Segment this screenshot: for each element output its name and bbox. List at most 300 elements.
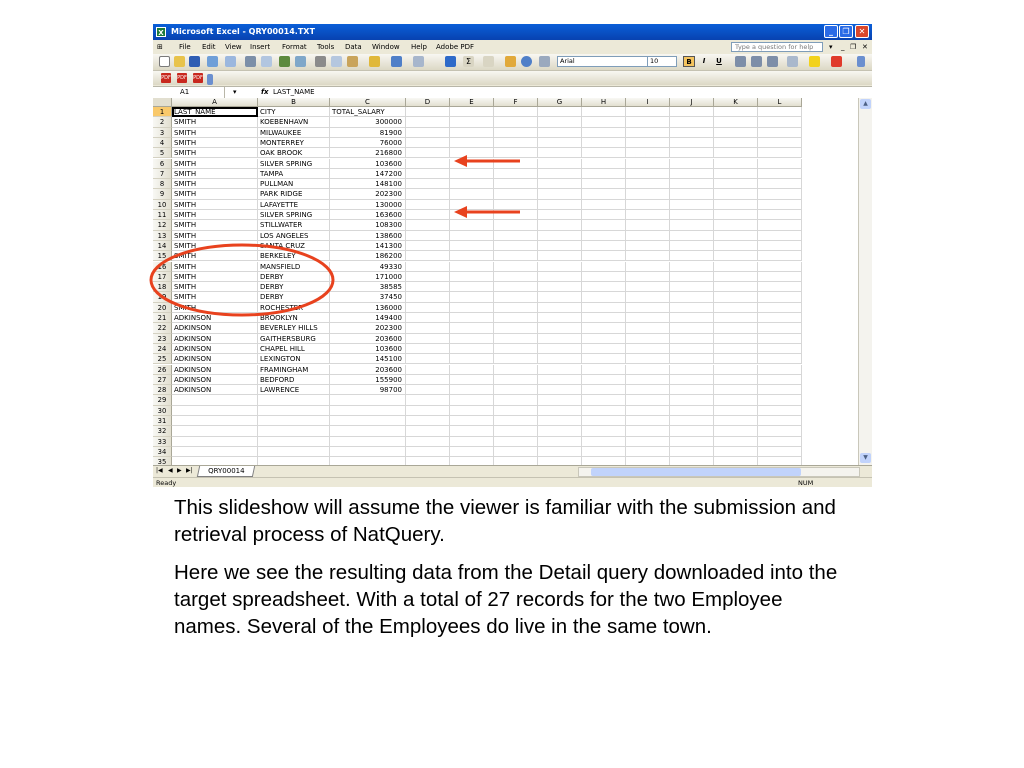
cell-last-name[interactable]: ADKINSON [172, 365, 258, 375]
empty-cell[interactable] [450, 457, 494, 465]
empty-cell[interactable] [626, 128, 670, 138]
insert-function-icon[interactable]: fx [261, 88, 269, 96]
empty-cell[interactable] [494, 447, 538, 457]
empty-cell[interactable] [406, 385, 450, 395]
align-left-icon[interactable] [735, 56, 746, 67]
empty-cell[interactable] [714, 365, 758, 375]
italic-button[interactable]: I [702, 57, 706, 65]
empty-cell[interactable] [626, 189, 670, 199]
workbook-icon[interactable]: ⊞ [157, 43, 163, 51]
empty-cell[interactable] [714, 272, 758, 282]
cell-city[interactable]: MILWAUKEE [258, 128, 330, 138]
cell-last-name[interactable]: ADKINSON [172, 375, 258, 385]
empty-cell[interactable] [670, 426, 714, 436]
cell-last-name[interactable]: SMITH [172, 179, 258, 189]
empty-cell[interactable] [758, 128, 802, 138]
empty-cell[interactable] [450, 107, 494, 117]
row-number[interactable]: 25 [153, 354, 172, 364]
toolbar-options-icon-2[interactable] [857, 56, 865, 67]
empty-cell[interactable] [582, 447, 626, 457]
empty-cell[interactable] [406, 231, 450, 241]
empty-cell[interactable] [714, 457, 758, 465]
empty-cell[interactable] [494, 272, 538, 282]
chart-wizard-icon[interactable] [505, 56, 516, 67]
paste-icon[interactable] [347, 56, 358, 67]
empty-cell[interactable] [406, 138, 450, 148]
doc-minimize-icon[interactable]: _ [841, 43, 845, 51]
empty-cell[interactable] [494, 354, 538, 364]
empty-cell[interactable] [582, 385, 626, 395]
cell-city[interactable]: CHAPEL HILL [258, 344, 330, 354]
empty-cell[interactable] [714, 303, 758, 313]
empty-cell[interactable] [406, 200, 450, 210]
row-number[interactable]: 11 [153, 210, 172, 220]
empty-cell[interactable] [450, 200, 494, 210]
empty-cell[interactable] [406, 117, 450, 127]
empty-cell[interactable] [258, 457, 330, 465]
empty-cell[interactable] [758, 385, 802, 395]
empty-cell[interactable] [582, 138, 626, 148]
empty-cell[interactable] [582, 169, 626, 179]
cell-city[interactable]: SILVER SPRING [258, 210, 330, 220]
menu-window[interactable]: Window [372, 43, 400, 51]
empty-cell[interactable] [494, 426, 538, 436]
minimize-button[interactable]: _ [824, 25, 838, 38]
empty-cell[interactable] [494, 323, 538, 333]
empty-cell[interactable] [258, 437, 330, 447]
empty-cell[interactable] [450, 179, 494, 189]
empty-cell[interactable] [626, 251, 670, 261]
empty-cell[interactable] [714, 437, 758, 447]
cell-city[interactable]: LAFAYETTE [258, 200, 330, 210]
cell-last-name[interactable]: SMITH [172, 292, 258, 302]
cell-city[interactable]: BEVERLEY HILLS [258, 323, 330, 333]
empty-cell[interactable] [626, 344, 670, 354]
empty-cell[interactable] [714, 313, 758, 323]
cell-total-salary[interactable]: 203600 [330, 334, 406, 344]
row-number[interactable]: 12 [153, 220, 172, 230]
empty-cell[interactable] [582, 334, 626, 344]
empty-cell[interactable] [758, 231, 802, 241]
empty-cell[interactable] [758, 159, 802, 169]
empty-cell[interactable] [758, 179, 802, 189]
empty-cell[interactable] [406, 169, 450, 179]
empty-cell[interactable] [758, 437, 802, 447]
horizontal-scroll-thumb[interactable] [591, 468, 801, 476]
empty-cell[interactable] [670, 457, 714, 465]
empty-cell[interactable] [406, 241, 450, 251]
empty-cell[interactable] [758, 395, 802, 405]
empty-cell[interactable] [494, 138, 538, 148]
row-number[interactable]: 16 [153, 262, 172, 272]
row-number[interactable]: 20 [153, 303, 172, 313]
cell-last-name[interactable]: SMITH [172, 148, 258, 158]
empty-cell[interactable] [670, 231, 714, 241]
empty-cell[interactable] [670, 107, 714, 117]
empty-cell[interactable] [626, 231, 670, 241]
header-cell-last-name[interactable]: LAST_NAME [172, 107, 258, 117]
empty-cell[interactable] [714, 447, 758, 457]
pdf-toolbar-options-icon[interactable] [207, 74, 213, 85]
empty-cell[interactable] [450, 447, 494, 457]
empty-cell[interactable] [626, 200, 670, 210]
empty-cell[interactable] [406, 148, 450, 158]
row-number[interactable]: 17 [153, 272, 172, 282]
cell-city[interactable]: MONTERREY [258, 138, 330, 148]
empty-cell[interactable] [450, 220, 494, 230]
empty-cell[interactable] [494, 189, 538, 199]
empty-cell[interactable] [450, 251, 494, 261]
empty-cell[interactable] [450, 241, 494, 251]
cell-total-salary[interactable]: 202300 [330, 189, 406, 199]
empty-cell[interactable] [450, 148, 494, 158]
empty-cell[interactable] [582, 117, 626, 127]
row-number[interactable]: 13 [153, 231, 172, 241]
empty-cell[interactable] [538, 457, 582, 465]
empty-cell[interactable] [450, 313, 494, 323]
empty-cell[interactable] [330, 437, 406, 447]
empty-cell[interactable] [450, 292, 494, 302]
cell-city[interactable]: LEXINGTON [258, 354, 330, 364]
column-header-f[interactable]: F [494, 98, 538, 107]
empty-cell[interactable] [670, 303, 714, 313]
row-number[interactable]: 7 [153, 169, 172, 179]
empty-cell[interactable] [626, 303, 670, 313]
empty-cell[interactable] [670, 354, 714, 364]
empty-cell[interactable] [758, 292, 802, 302]
empty-cell[interactable] [450, 416, 494, 426]
empty-cell[interactable] [538, 344, 582, 354]
empty-cell[interactable] [714, 220, 758, 230]
autosum-icon[interactable]: Σ [463, 56, 474, 67]
empty-cell[interactable] [758, 334, 802, 344]
empty-cell[interactable] [538, 375, 582, 385]
empty-cell[interactable] [714, 426, 758, 436]
empty-cell[interactable] [670, 179, 714, 189]
empty-cell[interactable] [670, 323, 714, 333]
column-header-k[interactable]: K [714, 98, 758, 107]
row-number[interactable]: 8 [153, 179, 172, 189]
empty-cell[interactable] [670, 292, 714, 302]
empty-cell[interactable] [626, 282, 670, 292]
empty-cell[interactable] [450, 159, 494, 169]
cell-last-name[interactable]: ADKINSON [172, 334, 258, 344]
row-number[interactable]: 4 [153, 138, 172, 148]
empty-cell[interactable] [670, 395, 714, 405]
empty-cell[interactable] [172, 457, 258, 465]
doc-close-icon[interactable]: ✕ [862, 43, 868, 51]
row-number[interactable]: 21 [153, 313, 172, 323]
column-header-h[interactable]: H [582, 98, 626, 107]
empty-cell[interactable] [494, 241, 538, 251]
row-number[interactable]: 1 [153, 107, 172, 117]
cell-city[interactable]: GAITHERSBURG [258, 334, 330, 344]
empty-cell[interactable] [626, 365, 670, 375]
row-number[interactable]: 3 [153, 128, 172, 138]
empty-cell[interactable] [450, 406, 494, 416]
empty-cell[interactable] [494, 169, 538, 179]
cell-last-name[interactable]: SMITH [172, 117, 258, 127]
spreadsheet-grid[interactable] [153, 98, 872, 465]
font-size-select[interactable]: 10 [647, 56, 677, 67]
empty-cell[interactable] [670, 262, 714, 272]
empty-cell[interactable] [450, 437, 494, 447]
empty-cell[interactable] [450, 365, 494, 375]
empty-cell[interactable] [582, 292, 626, 302]
header-cell-city[interactable]: CITY [258, 107, 330, 117]
empty-cell[interactable] [714, 323, 758, 333]
empty-cell[interactable] [494, 231, 538, 241]
hyperlink-icon[interactable] [445, 56, 456, 67]
cell-city[interactable]: MANSFIELD [258, 262, 330, 272]
empty-cell[interactable] [406, 354, 450, 364]
empty-cell[interactable] [758, 313, 802, 323]
empty-cell[interactable] [494, 303, 538, 313]
empty-cell[interactable] [582, 303, 626, 313]
empty-cell[interactable] [714, 251, 758, 261]
empty-cell[interactable] [582, 262, 626, 272]
empty-cell[interactable] [538, 354, 582, 364]
empty-cell[interactable] [758, 138, 802, 148]
empty-cell[interactable] [494, 128, 538, 138]
empty-cell[interactable] [670, 334, 714, 344]
cell-last-name[interactable]: SMITH [172, 169, 258, 179]
column-header-l[interactable]: L [758, 98, 802, 107]
empty-cell[interactable] [538, 117, 582, 127]
sheet-tab-qry00014[interactable] [197, 466, 255, 477]
empty-cell[interactable] [670, 138, 714, 148]
empty-cell[interactable] [450, 375, 494, 385]
empty-cell[interactable] [714, 395, 758, 405]
empty-cell[interactable] [626, 159, 670, 169]
empty-cell[interactable] [670, 437, 714, 447]
empty-cell[interactable] [626, 138, 670, 148]
row-number[interactable]: 9 [153, 189, 172, 199]
empty-cell[interactable] [714, 241, 758, 251]
empty-cell[interactable] [714, 200, 758, 210]
empty-cell[interactable] [670, 251, 714, 261]
last-sheet-icon[interactable]: ▶| [186, 467, 193, 474]
empty-cell[interactable] [714, 159, 758, 169]
cell-total-salary[interactable]: 141300 [330, 241, 406, 251]
empty-cell[interactable] [494, 437, 538, 447]
row-number[interactable]: 22 [153, 323, 172, 333]
cell-city[interactable]: FRAMINGHAM [258, 365, 330, 375]
empty-cell[interactable] [582, 416, 626, 426]
cell-total-salary[interactable]: 81900 [330, 128, 406, 138]
cell-last-name[interactable]: SMITH [172, 159, 258, 169]
empty-cell[interactable] [494, 457, 538, 465]
empty-cell[interactable] [714, 354, 758, 364]
empty-cell[interactable] [670, 375, 714, 385]
column-header-j[interactable]: J [670, 98, 714, 107]
cell-last-name[interactable]: SMITH [172, 241, 258, 251]
row-number[interactable]: 24 [153, 344, 172, 354]
empty-cell[interactable] [450, 128, 494, 138]
cell-city[interactable]: LOS ANGELES [258, 231, 330, 241]
empty-cell[interactable] [538, 447, 582, 457]
empty-cell[interactable] [670, 447, 714, 457]
empty-cell[interactable] [714, 128, 758, 138]
next-sheet-icon[interactable]: ▶ [177, 467, 182, 474]
name-box-dropdown-icon[interactable]: ▾ [233, 88, 237, 96]
prev-sheet-icon[interactable]: ◀ [168, 467, 173, 474]
cell-total-salary[interactable]: 49330 [330, 262, 406, 272]
cell-city[interactable]: SANTA CRUZ [258, 241, 330, 251]
empty-cell[interactable] [538, 334, 582, 344]
column-header-c[interactable]: C [330, 98, 406, 107]
empty-cell[interactable] [450, 395, 494, 405]
empty-cell[interactable] [538, 272, 582, 282]
cell-last-name[interactable]: ADKINSON [172, 313, 258, 323]
empty-cell[interactable] [626, 148, 670, 158]
menu-file[interactable]: File [179, 43, 191, 51]
empty-cell[interactable] [172, 395, 258, 405]
cell-city[interactable]: ROCHESTER [258, 303, 330, 313]
empty-cell[interactable] [494, 282, 538, 292]
empty-cell[interactable] [714, 262, 758, 272]
cell-last-name[interactable]: ADKINSON [172, 323, 258, 333]
cell-last-name[interactable]: SMITH [172, 189, 258, 199]
empty-cell[interactable] [494, 210, 538, 220]
cell-total-salary[interactable]: 103600 [330, 159, 406, 169]
empty-cell[interactable] [538, 313, 582, 323]
empty-cell[interactable] [406, 220, 450, 230]
empty-cell[interactable] [758, 447, 802, 457]
empty-cell[interactable] [494, 159, 538, 169]
empty-cell[interactable] [758, 426, 802, 436]
scroll-down-icon[interactable]: ▼ [860, 453, 871, 463]
cell-city[interactable]: LAWRENCE [258, 385, 330, 395]
empty-cell[interactable] [450, 354, 494, 364]
empty-cell[interactable] [582, 344, 626, 354]
empty-cell[interactable] [670, 416, 714, 426]
doc-restore-icon[interactable]: ❐ [850, 43, 857, 51]
empty-cell[interactable] [626, 117, 670, 127]
cut-icon[interactable] [315, 56, 326, 67]
row-number[interactable]: 2 [153, 117, 172, 127]
row-number[interactable]: 10 [153, 200, 172, 210]
empty-cell[interactable] [172, 426, 258, 436]
toolbar-options-icon[interactable] [539, 56, 550, 67]
empty-cell[interactable] [450, 334, 494, 344]
row-number[interactable]: 35 [153, 457, 172, 465]
row-number[interactable]: 27 [153, 375, 172, 385]
empty-cell[interactable] [582, 323, 626, 333]
empty-cell[interactable] [538, 395, 582, 405]
empty-cell[interactable] [538, 210, 582, 220]
empty-cell[interactable] [172, 437, 258, 447]
cell-last-name[interactable]: ADKINSON [172, 344, 258, 354]
cell-last-name[interactable]: SMITH [172, 138, 258, 148]
open-icon[interactable] [174, 56, 185, 67]
empty-cell[interactable] [450, 262, 494, 272]
empty-cell[interactable] [494, 344, 538, 354]
empty-cell[interactable] [758, 282, 802, 292]
empty-cell[interactable] [758, 262, 802, 272]
empty-cell[interactable] [626, 313, 670, 323]
empty-cell[interactable] [330, 406, 406, 416]
cell-last-name[interactable]: SMITH [172, 220, 258, 230]
menu-view[interactable]: View [225, 43, 242, 51]
empty-cell[interactable] [626, 385, 670, 395]
empty-cell[interactable] [714, 138, 758, 148]
empty-cell[interactable] [258, 416, 330, 426]
sort-ascending-icon[interactable] [483, 56, 494, 67]
row-number[interactable]: 28 [153, 385, 172, 395]
empty-cell[interactable] [406, 416, 450, 426]
empty-cell[interactable] [494, 365, 538, 375]
empty-cell[interactable] [714, 117, 758, 127]
empty-cell[interactable] [406, 189, 450, 199]
spelling-icon[interactable] [279, 56, 290, 67]
empty-cell[interactable] [330, 426, 406, 436]
empty-cell[interactable] [494, 334, 538, 344]
empty-cell[interactable] [714, 282, 758, 292]
cell-last-name[interactable]: SMITH [172, 272, 258, 282]
empty-cell[interactable] [494, 385, 538, 395]
empty-cell[interactable] [450, 385, 494, 395]
empty-cell[interactable] [538, 426, 582, 436]
empty-cell[interactable] [582, 179, 626, 189]
cell-total-salary[interactable]: 38585 [330, 282, 406, 292]
empty-cell[interactable] [330, 416, 406, 426]
empty-cell[interactable] [670, 128, 714, 138]
font-name-select[interactable]: Arial [557, 56, 649, 67]
row-number[interactable]: 26 [153, 365, 172, 375]
empty-cell[interactable] [538, 406, 582, 416]
empty-cell[interactable] [172, 406, 258, 416]
convert-and-review-icon[interactable]: PDF [193, 75, 203, 81]
empty-cell[interactable] [582, 375, 626, 385]
empty-cell[interactable] [626, 210, 670, 220]
format-painter-icon[interactable] [369, 56, 380, 67]
empty-cell[interactable] [582, 220, 626, 230]
empty-cell[interactable] [450, 231, 494, 241]
empty-cell[interactable] [626, 323, 670, 333]
empty-cell[interactable] [670, 210, 714, 220]
empty-cell[interactable] [538, 169, 582, 179]
empty-cell[interactable] [758, 189, 802, 199]
empty-cell[interactable] [406, 251, 450, 261]
empty-cell[interactable] [538, 251, 582, 261]
empty-cell[interactable] [450, 117, 494, 127]
empty-cell[interactable] [758, 354, 802, 364]
cell-total-salary[interactable]: 216800 [330, 148, 406, 158]
cell-city[interactable]: PARK RIDGE [258, 189, 330, 199]
empty-cell[interactable] [582, 251, 626, 261]
empty-cell[interactable] [626, 375, 670, 385]
empty-cell[interactable] [714, 210, 758, 220]
cell-total-salary[interactable]: 37450 [330, 292, 406, 302]
empty-cell[interactable] [626, 334, 670, 344]
row-number[interactable]: 15 [153, 251, 172, 261]
empty-cell[interactable] [626, 220, 670, 230]
fill-color-icon[interactable] [809, 56, 820, 67]
empty-cell[interactable] [758, 416, 802, 426]
email-icon[interactable] [225, 56, 236, 67]
empty-cell[interactable] [494, 313, 538, 323]
cell-last-name[interactable]: SMITH [172, 231, 258, 241]
convert-to-pdf-icon[interactable]: PDF [161, 75, 171, 81]
name-box[interactable]: A1 [155, 87, 225, 98]
empty-cell[interactable] [258, 406, 330, 416]
print-icon[interactable] [245, 56, 256, 67]
cell-city[interactable]: DERBY [258, 292, 330, 302]
empty-cell[interactable] [670, 406, 714, 416]
empty-cell[interactable] [582, 457, 626, 465]
empty-cell[interactable] [406, 426, 450, 436]
